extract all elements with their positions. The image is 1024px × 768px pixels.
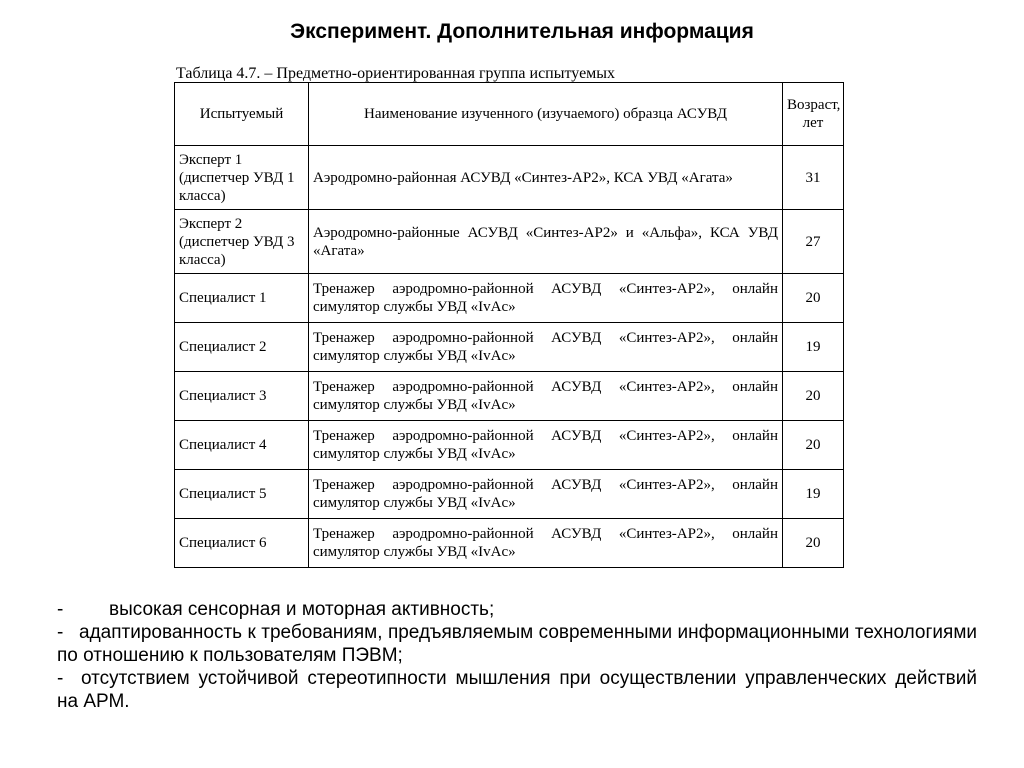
cell-age: 19 — [783, 470, 844, 519]
subjects-table — [174, 82, 844, 568]
cell-subject: Специалист 1 — [175, 274, 309, 323]
table-row — [175, 274, 844, 323]
table-row — [175, 470, 844, 519]
table-row — [175, 421, 844, 470]
cell-subject: Специалист 6 — [175, 519, 309, 568]
cell-subject: Специалист 2 — [175, 323, 309, 372]
header-sample: Наименование изученного (изучаемого) образца АСУВД — [309, 83, 783, 146]
cell-sample: Аэродромно-районные АСУВД «Синтез-АР2» и «Альфа», КСА УВД «Агата» — [309, 210, 783, 274]
cell-sample: Тренажер аэродромно-районной АСУВД «Синтез-АР2», онлайн симулятор службы УВД «IvAc» — [309, 470, 783, 519]
cell-sample: Тренажер аэродромно-районной АСУВД «Синтез-АР2», онлайн симулятор службы УВД «IvAc» — [309, 519, 783, 568]
cell-age: 20 — [783, 421, 844, 470]
table-row — [175, 519, 844, 568]
bullet-text: адаптированность к требованиям, предъявляемым современными информационными технологиями по отношению к пользователям ПЭВМ; — [57, 622, 977, 666]
bullet-dash: - — [57, 622, 64, 643]
cell-sample: Аэродромно-районная АСУВД «Синтез-АР2», КСА УВД «Агата» — [309, 146, 783, 210]
header-age: Возраст, лет — [783, 83, 844, 146]
bullet-text: отсутствием устойчивой стереотипности мышления при осуществлении управленческих действий на АРМ. — [57, 668, 977, 712]
cell-age: 19 — [783, 323, 844, 372]
cell-sample: Тренажер аэродромно-районной АСУВД «Синтез-АР2», онлайн симулятор службы УВД «IvAc» — [309, 274, 783, 323]
cell-age: 20 — [783, 519, 844, 568]
bullet-list — [57, 598, 977, 713]
bullet-dash: - — [57, 599, 64, 620]
table-caption: Таблица 4.7. – Предметно-ориентированная группа испытуемых — [176, 65, 616, 82]
table-header-row — [175, 83, 844, 146]
page-title: Эксперимент. Дополнительная информация — [290, 20, 754, 43]
table-row — [175, 372, 844, 421]
bullet-text: высокая сенсорная и моторная активность; — [109, 599, 495, 620]
table-row — [175, 146, 844, 210]
cell-age: 31 — [783, 146, 844, 210]
bullet-item — [57, 598, 977, 621]
cell-sample: Тренажер аэродромно-районной АСУВД «Синтез-АР2», онлайн симулятор службы УВД «IvAc» — [309, 421, 783, 470]
cell-age: 20 — [783, 372, 844, 421]
table-row — [175, 210, 844, 274]
header-subject: Испытуемый — [175, 83, 309, 146]
cell-subject: Эксперт 2 (диспетчер УВД 3 класса) — [175, 210, 309, 274]
cell-subject: Специалист 4 — [175, 421, 309, 470]
bullet-item — [57, 621, 977, 667]
cell-age: 20 — [783, 274, 844, 323]
cell-subject: Эксперт 1 (диспетчер УВД 1 класса) — [175, 146, 309, 210]
cell-sample: Тренажер аэродромно-районной АСУВД «Синтез-АР2», онлайн симулятор службы УВД «IvAc» — [309, 323, 783, 372]
cell-sample: Тренажер аэродромно-районной АСУВД «Синтез-АР2», онлайн симулятор службы УВД «IvAc» — [309, 372, 783, 421]
cell-subject: Специалист 3 — [175, 372, 309, 421]
cell-subject: Специалист 5 — [175, 470, 309, 519]
table-row — [175, 323, 844, 372]
bullet-dash: - — [57, 668, 64, 689]
cell-age: 27 — [783, 210, 844, 274]
bullet-item — [57, 667, 977, 713]
